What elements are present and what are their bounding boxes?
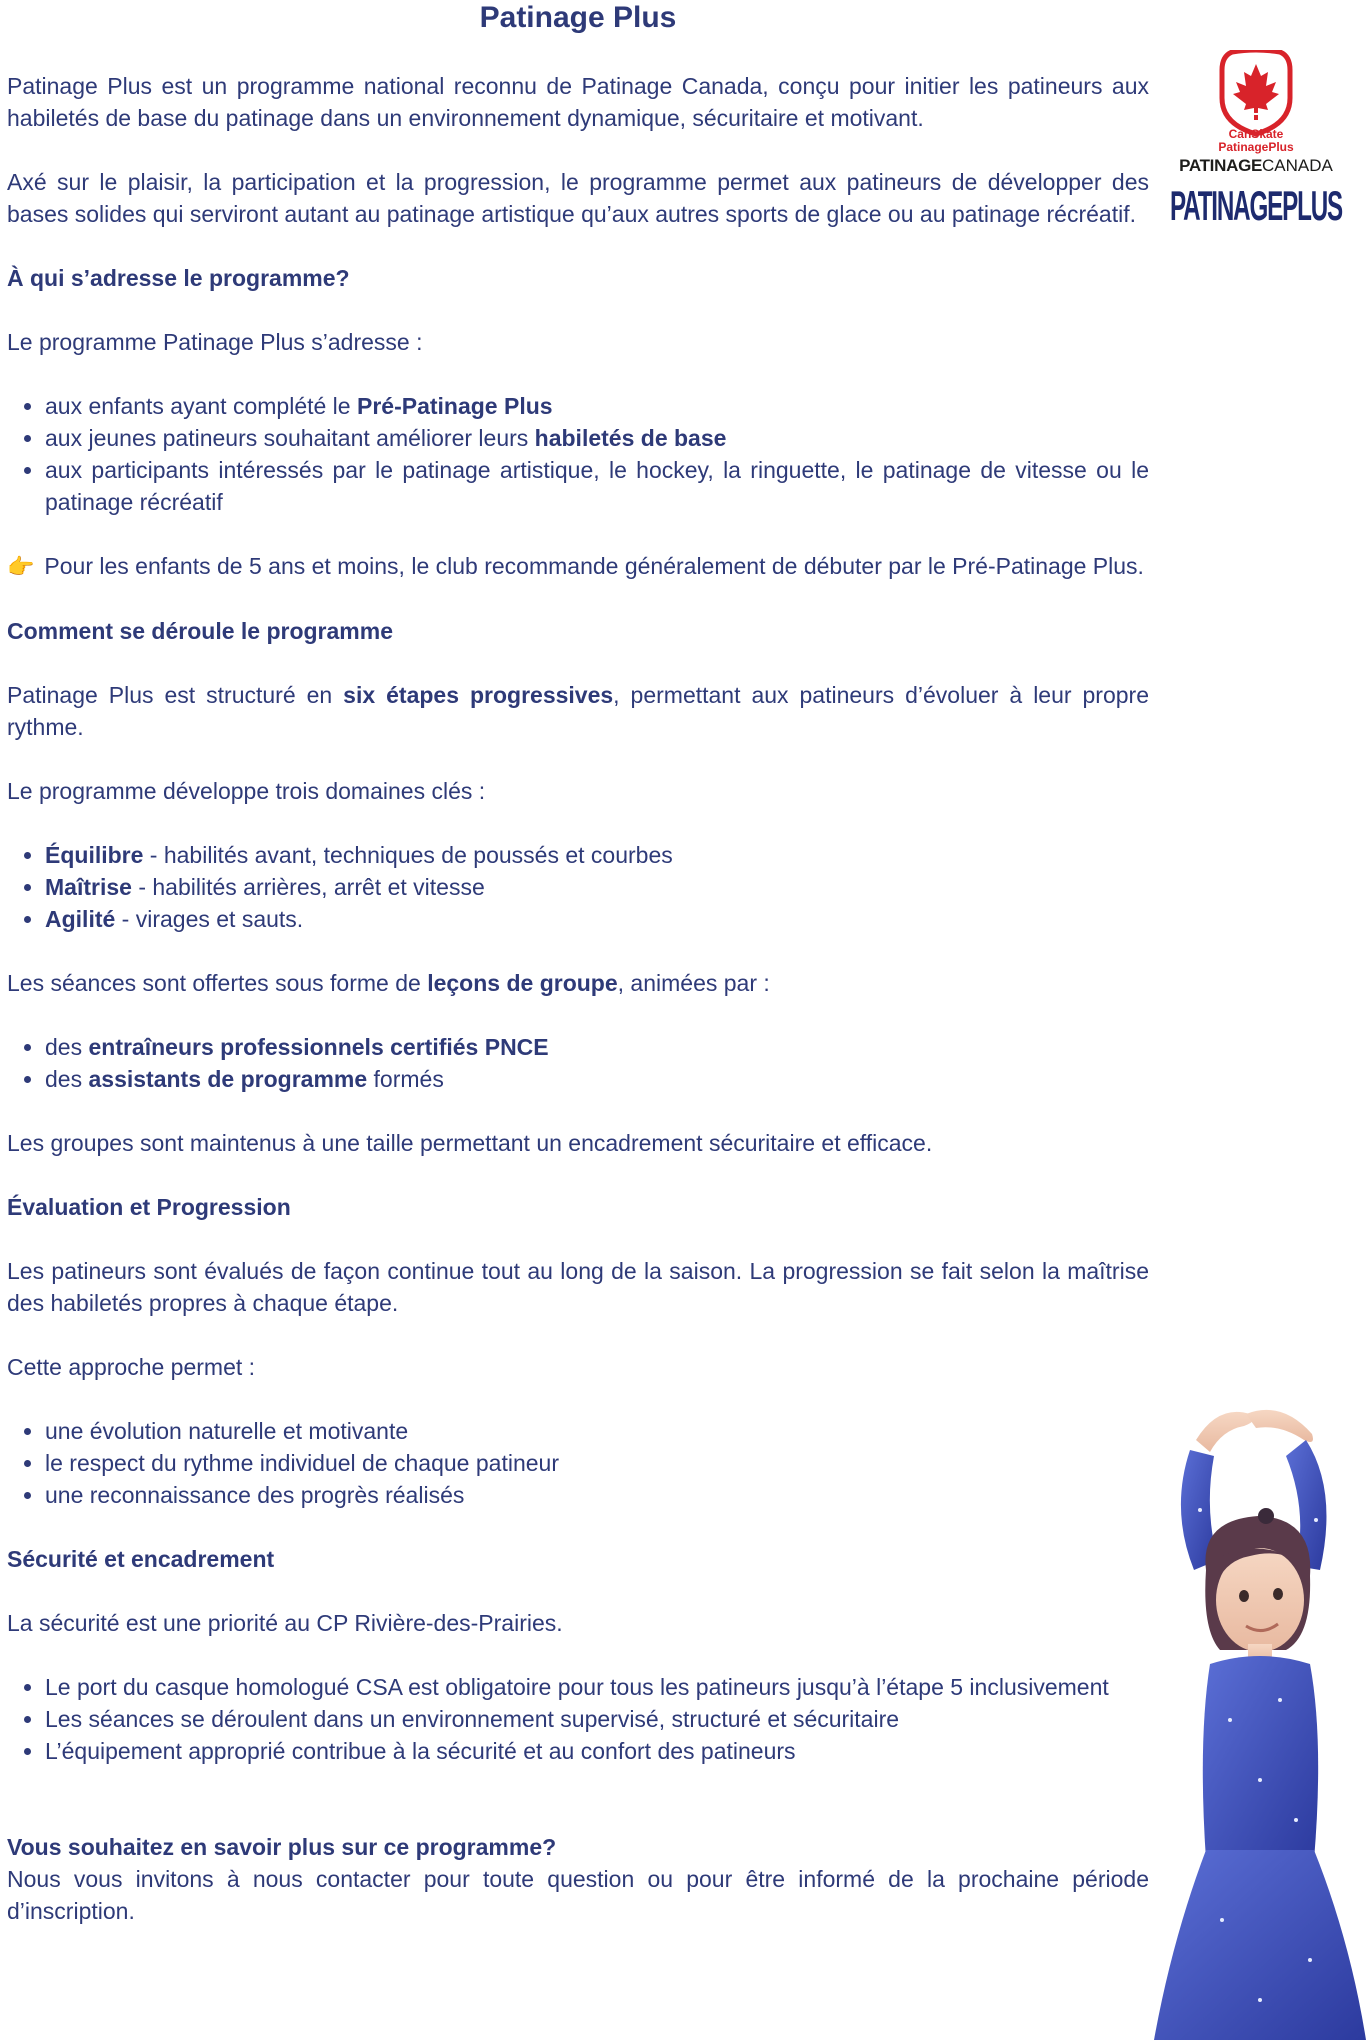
intro-paragraph-2: Axé sur le plaisir, la participation et la progression, le programme permet aux patineurs de développer des bases solides qui serviront autant au patinage artistique qu’aux autres sports de glace ou au patinage récréatif. [7,169,1149,227]
sessions-paragraph: Les séances sont offertes sous forme de leçons de groupe, animées par : [7,970,770,996]
maple-leaf-badge-icon [1222,50,1290,134]
intro-paragraph-1: Patinage Plus est un programme national reconnu de Patinage Canada, conçu pour initier les patineurs aux habiletés de base du patinage dans un environnement dynamique, sécuritaire et motivant. [7,73,1149,131]
safety-heading: Sécurité et encadrement [7,1546,275,1572]
list-item: • Maîtrise - habilités arrières, arrêt et vitesse [45,871,1149,903]
list-item: • aux participants intéressés par le patinage artistique, le hockey, la ringuette, le patinage de vitesse ou le patinage récréatif [45,454,1149,518]
skater-girl-illustration [1110,1400,1366,2040]
logo-canskate: CanSkate [1228,127,1284,141]
program-paragraph: Patinage Plus est structuré en six étapes progressives, permettant aux patineurs d’évoluer à leur propre rythme. [7,682,1150,740]
contact-heading: Vous souhaitez en savoir plus sur ce programme? [7,1834,557,1860]
list-item: • Le port du casque homologué CSA est obligatoire pour tous les patineurs jusqu’à l’étape 5 inclusivement [45,1671,1149,1703]
groups-paragraph: Les groupes sont maintenus à une taille permettant un encadrement sécuritaire et efficace. [7,1130,933,1156]
logo-brand-light: CANADA [1262,156,1333,175]
list-item: • une reconnaissance des progrès réalisés [45,1479,1149,1511]
contact-text: Nous vous invitons à nous contacter pour toute question ou pour être informé de la prochaine période d’inscription. [7,1866,1149,1924]
logo-brand [1179,156,1333,175]
domains-lead: Le programme développe trois domaines clés : [7,778,486,804]
list-item: • L’équipement approprié contribue à la sécurité et au confort des patineurs [45,1735,1149,1767]
list-item: • le respect du rythme individuel de chaque patineur [45,1447,1149,1479]
logo-program: PATINAGEPLUS [1170,182,1343,229]
pointing-hand-icon: 👉 [7,554,35,579]
logo-patinageplus-small: PatinagePlus [1218,140,1294,154]
staff-list [7,1031,1149,1095]
main-content [7,70,1149,1927]
list-item: • Agilité - virages et sauts. [45,903,1149,935]
evaluation-lead: Cette approche permet : [7,1354,256,1380]
list-item: • aux jeunes patineurs souhaitant améliorer leurs habiletés de base [45,422,1149,454]
audience-lead: Le programme Patinage Plus s’adresse : [7,329,423,355]
evaluation-paragraph: Les patineurs sont évalués de façon continue tout au long de la saison. La progression se fait selon la maîtrise des habiletés propres à chaque étape. [7,1258,1149,1316]
page-title: Patinage Plus [479,1,677,34]
list-item: • des assistants de programme formés [45,1063,1149,1095]
patinage-canada-logo [1166,50,1346,232]
logo-brand-bold: PATINAGE [1179,156,1263,175]
list-item: • une évolution naturelle et motivante [45,1415,1149,1447]
evaluation-list [7,1415,1149,1511]
safety-lead: La sécurité est une priorité au CP Rivière-des-Prairies. [7,1610,563,1636]
audience-list [7,390,1149,518]
list-item: • Équilibre - habilités avant, techniques de poussés et courbes [45,839,1149,871]
list-item: • Les séances se déroulent dans un environnement supervisé, structuré et sécuritaire [45,1703,1149,1735]
program-heading: Comment se déroule le programme [7,618,393,644]
domains-list [7,839,1149,935]
audience-note: 👉 Pour les enfants de 5 ans et moins, le club recommande généralement de débuter par le Pré-Patinage Plus. [7,553,1144,579]
safety-list [7,1671,1149,1767]
evaluation-heading: Évaluation et Progression [7,1194,291,1220]
list-item: • aux enfants ayant complété le Pré-Patinage Plus [45,390,1149,422]
list-item: • des entraîneurs professionnels certifiés PNCE [45,1031,1149,1063]
audience-heading: À qui s’adresse le programme? [7,265,350,291]
